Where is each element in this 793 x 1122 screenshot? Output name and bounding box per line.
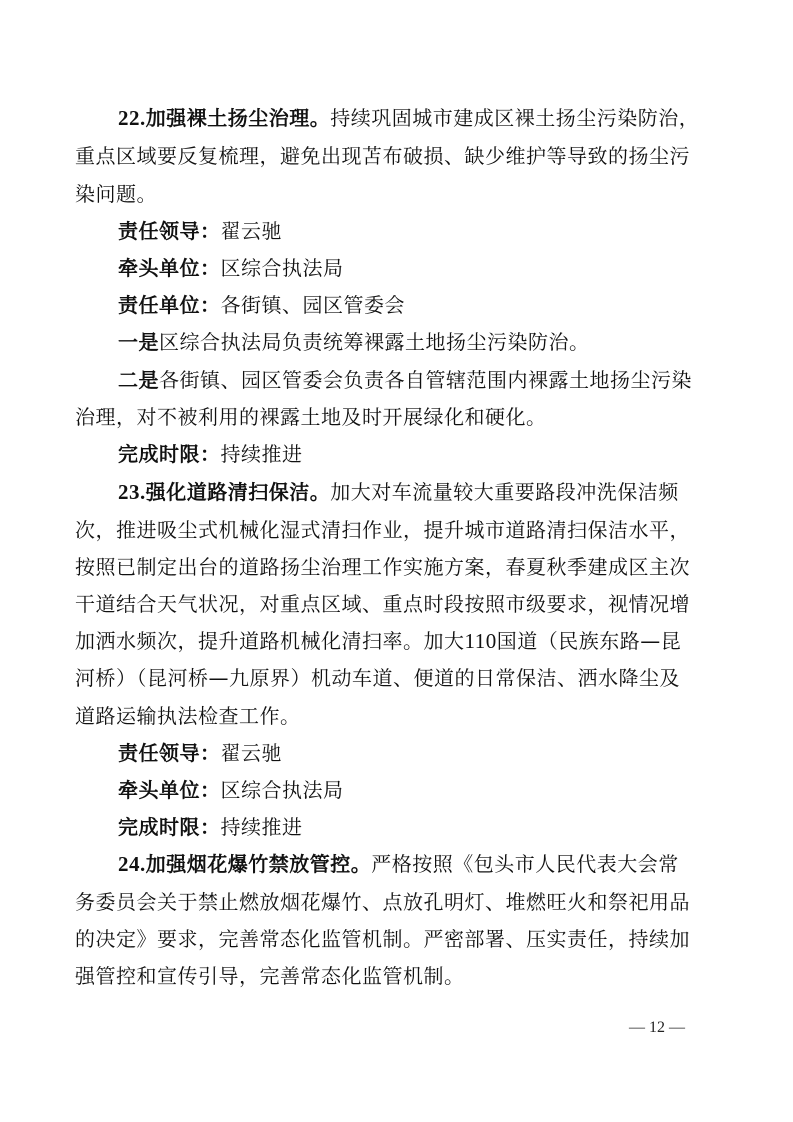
item-22-second-text-2: 治理，对不被利用的裸露土地及时开展绿化和硬化。 xyxy=(75,405,547,429)
item-22-resp-unit-label: 责任单位： xyxy=(118,293,221,317)
item-22-deadline-label: 完成时限： xyxy=(118,442,221,466)
item-22-second-text-1: 各街镇、园区管委会负责各自管辖范围内裸露土地扬尘污染 xyxy=(159,368,692,392)
item-24-text-line-2: 务委员会关于禁止燃放烟花爆竹、点放孔明灯、堆燃旺火和祭祀用品 xyxy=(75,890,690,914)
item-23-deadline-label: 完成时限： xyxy=(118,815,221,839)
item-22-text-line-2: 重点区域要反复梳理，避免出现苫布破损、缺少维护等导致的扬尘污 xyxy=(75,144,690,168)
item-23-leader-label: 责任领导： xyxy=(118,741,221,765)
item-23-text-line-4: 干道结合天气状况，对重点区域、重点时段按照市级要求，视情况增 xyxy=(75,592,690,616)
item-23-lead-unit-line xyxy=(118,772,768,809)
item-23-deadline-line xyxy=(118,809,768,846)
item-22-first-text: 区综合执法局负责统筹裸露土地扬尘污染防治。 xyxy=(159,330,590,354)
item-22-first-line xyxy=(118,324,768,361)
item-23-number: 23. xyxy=(118,480,146,504)
item-24-number: 24. xyxy=(118,852,146,876)
item-22-lead-unit-label: 牵头单位： xyxy=(118,256,221,280)
item-22-deadline-line xyxy=(118,436,768,473)
item-23-deadline: 持续推进 xyxy=(220,815,303,839)
item-22-lead-unit: 区综合执法局 xyxy=(220,256,344,280)
item-22-text-1: 持续巩固城市建成区裸土扬尘污染防治， xyxy=(330,106,700,130)
page-number: — 12 — xyxy=(629,1019,685,1036)
item-22-leader: 翟云驰 xyxy=(220,219,282,243)
item-23-heading-line xyxy=(118,474,768,511)
item-23-lead-unit-label: 牵头单位： xyxy=(118,778,221,802)
item-22-text-line-3: 染问题。 xyxy=(75,182,157,206)
item-22-deadline: 持续推进 xyxy=(220,442,303,466)
item-23-text-line-7: 道路运输执法检查工作。 xyxy=(75,704,301,728)
item-23-leader-line xyxy=(118,735,768,772)
item-22-leader-line xyxy=(118,213,768,250)
item-22-lead-unit-line xyxy=(118,250,768,287)
item-23-text-line-6: 河桥）（昆河桥—九原界）机动车道、便道的日常保洁、洒水降尘及 xyxy=(75,666,680,690)
item-23-road-number: 110 xyxy=(464,629,497,653)
item-22-number: 22. xyxy=(118,106,146,130)
item-22-resp-unit: 各街镇、园区管委会 xyxy=(220,293,405,317)
item-23-leader: 翟云驰 xyxy=(220,741,282,765)
item-23-text-line-5 xyxy=(75,623,725,660)
item-22-resp-unit-line xyxy=(118,287,768,324)
item-22-title: 加强裸土扬尘治理。 xyxy=(145,106,331,130)
item-22-heading-line xyxy=(118,100,768,137)
item-22-second-label: 二是 xyxy=(118,368,159,392)
item-23-text-line-2: 次，推进吸尘式机械化湿式清扫作业，提升城市道路清扫保洁水平， xyxy=(75,518,690,542)
item-23-text-line-3: 按照已制定出台的道路扬尘治理工作实施方案，春夏秋季建成区主次 xyxy=(75,555,690,579)
item-22-first-label: 一是 xyxy=(118,330,159,354)
item-23-text-5a: 加洒水频次，提升道路机械化清扫率。加大 xyxy=(75,629,465,653)
item-23-lead-unit: 区综合执法局 xyxy=(220,778,344,802)
item-24-title: 加强烟花爆竹禁放管控。 xyxy=(145,852,372,876)
item-24-text-1: 严格按照《包头市人民代表大会常 xyxy=(371,852,679,876)
item-22-leader-label: 责任领导： xyxy=(118,219,221,243)
item-24-text-line-3: 的决定》要求，完善常态化监管机制。严密部署、压实责任，持续加 xyxy=(75,927,690,951)
item-23-title: 强化道路清扫保洁。 xyxy=(145,480,331,504)
item-23-text-5b: 国道（民族东路—昆 xyxy=(496,629,682,653)
item-22-second-line xyxy=(118,362,768,399)
item-24-text-line-4: 强管控和宣传引导，完善常态化监管机制。 xyxy=(75,964,465,988)
item-23-text-1: 加大对车流量较大重要路段冲洗保洁频 xyxy=(330,480,679,504)
item-24-heading-line xyxy=(118,846,768,883)
